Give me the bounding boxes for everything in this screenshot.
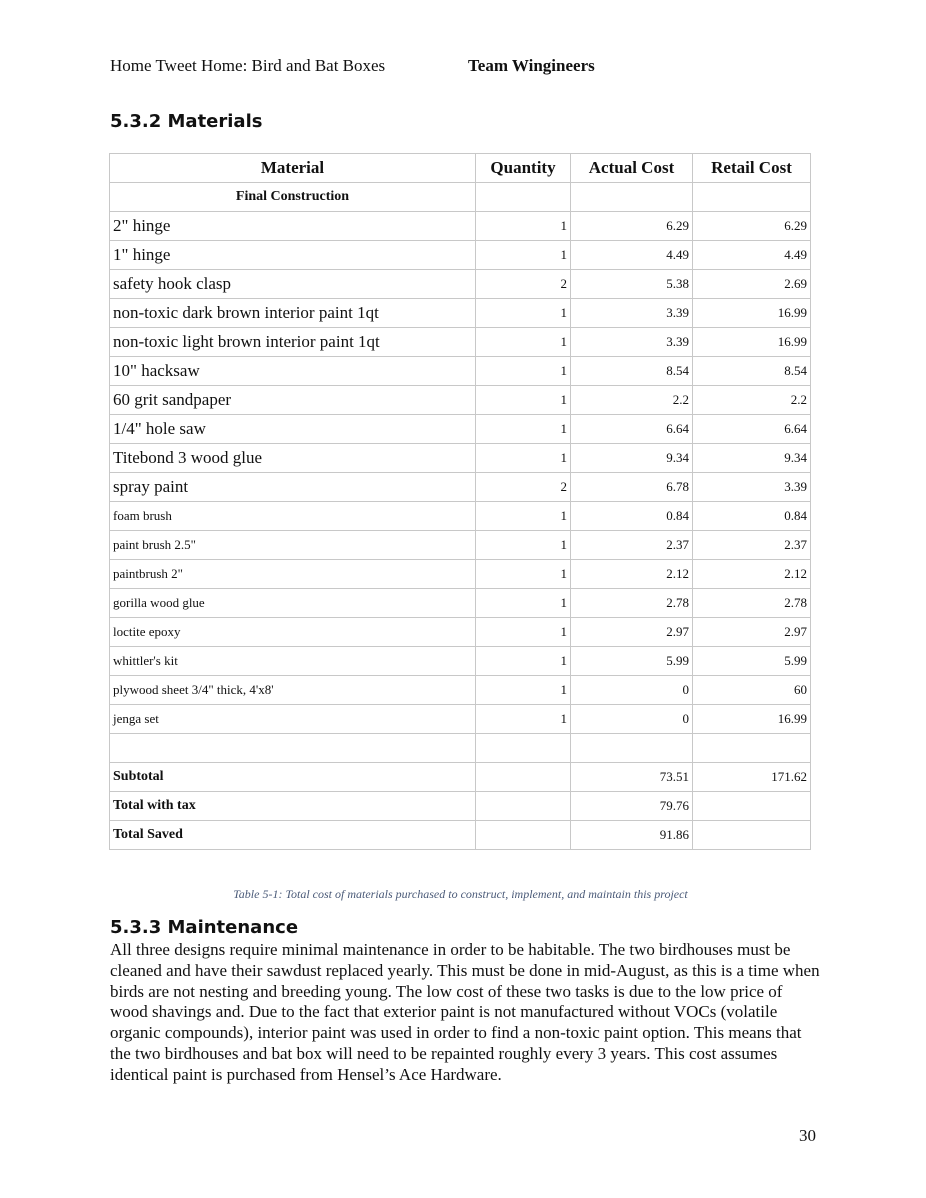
cell-material: gorilla wood glue — [110, 589, 476, 618]
cell-quantity: 1 — [476, 386, 571, 415]
total-with-tax-row — [110, 792, 811, 821]
cell-quantity: 1 — [476, 241, 571, 270]
cell-quantity: 1 — [476, 705, 571, 734]
cell-material: whittler's kit — [110, 647, 476, 676]
cell-actual-cost: 3.39 — [571, 328, 693, 357]
table-row — [110, 241, 811, 270]
cell-actual-cost: 2.78 — [571, 589, 693, 618]
cell-material: 10" hacksaw — [110, 357, 476, 386]
table-row — [110, 676, 811, 705]
cell-material: jenga set — [110, 705, 476, 734]
cell-retail-cost: 8.54 — [693, 357, 811, 386]
cell-actual-cost: 4.49 — [571, 241, 693, 270]
cell-retail-cost: 5.99 — [693, 647, 811, 676]
cell-quantity: 2 — [476, 270, 571, 299]
cell-material: plywood sheet 3/4" thick, 4'x8' — [110, 676, 476, 705]
cell-retail-cost: 2.97 — [693, 618, 811, 647]
table-row — [110, 270, 811, 299]
maintenance-paragraph: All three designs require minimal maintenance in order to be habitable. The two birdhouses must be cleaned and have their sawdust replaced yearly. This must be done in mid-August, as this is a time when birds are not nesting and breeding young. The low cost of these two tasks is due to the low price of wood shavings and. Due to the fact that exterior paint is not manufactured without VOCs (volatile organic compounds), interior paint was used in order to find a non-toxic paint option. This means that the two birdhouses and bat box will need to be repainted roughly every 3 years. This cost assumes identical paint is purchased from Hensel’s Ace Hardware. — [110, 940, 820, 1084]
cell-retail-cost: 0.84 — [693, 502, 811, 531]
cell-retail-cost: 16.99 — [693, 299, 811, 328]
cell-actual-cost: 2.37 — [571, 531, 693, 560]
subtotal-retail: 171.62 — [693, 763, 811, 792]
cell-material: non-toxic light brown interior paint 1qt — [110, 328, 476, 357]
cell-retail-cost: 2.78 — [693, 589, 811, 618]
total-saved-label: Total Saved — [110, 821, 476, 850]
cell-quantity: 1 — [476, 299, 571, 328]
materials-table — [109, 153, 811, 850]
total-saved-actual: 91.86 — [571, 821, 693, 850]
total-saved-row — [110, 821, 811, 850]
table-spacer-row — [110, 734, 811, 763]
cell-material: 1/4" hole saw — [110, 415, 476, 444]
table-row — [110, 357, 811, 386]
cell-quantity: 1 — [476, 357, 571, 386]
cell-material: paint brush 2.5" — [110, 531, 476, 560]
cell-quantity: 1 — [476, 444, 571, 473]
cell-quantity: 1 — [476, 676, 571, 705]
column-header-material: Material — [110, 154, 476, 183]
subtotal-actual: 73.51 — [571, 763, 693, 792]
subtotal-row — [110, 763, 811, 792]
cell-actual-cost: 8.54 — [571, 357, 693, 386]
cell-quantity: 2 — [476, 473, 571, 502]
total-with-tax-actual: 79.76 — [571, 792, 693, 821]
column-header-retail-cost: Retail Cost — [693, 154, 811, 183]
cell-actual-cost: 6.64 — [571, 415, 693, 444]
table-row — [110, 705, 811, 734]
table-row — [110, 299, 811, 328]
table-subheader-row — [110, 183, 811, 212]
materials-heading: 5.3.2 Materials — [110, 111, 263, 132]
table-row — [110, 473, 811, 502]
cell-retail-cost: 3.39 — [693, 473, 811, 502]
cell-retail-cost: 60 — [693, 676, 811, 705]
cell-actual-cost: 5.38 — [571, 270, 693, 299]
cell-retail-cost: 2.2 — [693, 386, 811, 415]
cell-quantity: 1 — [476, 560, 571, 589]
cell-actual-cost: 2.97 — [571, 618, 693, 647]
cell-actual-cost: 0.84 — [571, 502, 693, 531]
table-row — [110, 328, 811, 357]
cell-actual-cost: 2.2 — [571, 386, 693, 415]
cell-material: spray paint — [110, 473, 476, 502]
cell-quantity: 1 — [476, 212, 571, 241]
cell-material: 1" hinge — [110, 241, 476, 270]
table-row — [110, 444, 811, 473]
cell-retail-cost: 2.12 — [693, 560, 811, 589]
cell-material: safety hook clasp — [110, 270, 476, 299]
cell-material: non-toxic dark brown interior paint 1qt — [110, 299, 476, 328]
cell-material: 2" hinge — [110, 212, 476, 241]
cell-retail-cost: 16.99 — [693, 705, 811, 734]
cell-retail-cost: 16.99 — [693, 328, 811, 357]
cell-material: 60 grit sandpaper — [110, 386, 476, 415]
table-row — [110, 531, 811, 560]
cell-quantity: 1 — [476, 647, 571, 676]
cell-quantity: 1 — [476, 328, 571, 357]
cell-material: Titebond 3 wood glue — [110, 444, 476, 473]
cell-actual-cost: 6.78 — [571, 473, 693, 502]
cell-retail-cost: 2.37 — [693, 531, 811, 560]
table-row — [110, 415, 811, 444]
column-header-quantity: Quantity — [476, 154, 571, 183]
total-with-tax-label: Total with tax — [110, 792, 476, 821]
cell-retail-cost: 4.49 — [693, 241, 811, 270]
cell-quantity: 1 — [476, 589, 571, 618]
cell-actual-cost: 3.39 — [571, 299, 693, 328]
cell-material: foam brush — [110, 502, 476, 531]
cell-actual-cost: 0 — [571, 705, 693, 734]
cell-material: loctite epoxy — [110, 618, 476, 647]
table-caption: Table 5-1: Total cost of materials purchased to construct, implement, and maintain this project — [233, 887, 688, 901]
cell-actual-cost: 9.34 — [571, 444, 693, 473]
header-team: Team Wingineers — [468, 56, 595, 75]
table-row — [110, 560, 811, 589]
column-header-actual-cost: Actual Cost — [571, 154, 693, 183]
cell-quantity: 1 — [476, 531, 571, 560]
cell-retail-cost: 6.64 — [693, 415, 811, 444]
cell-actual-cost: 6.29 — [571, 212, 693, 241]
subheader-final-construction: Final Construction — [110, 183, 476, 212]
header-title: Home Tweet Home: Bird and Bat Boxes — [110, 56, 386, 75]
cell-retail-cost: 9.34 — [693, 444, 811, 473]
cell-quantity: 1 — [476, 415, 571, 444]
cell-quantity: 1 — [476, 618, 571, 647]
table-row — [110, 502, 811, 531]
table-row — [110, 618, 811, 647]
cell-retail-cost: 2.69 — [693, 270, 811, 299]
table-header-row — [110, 154, 811, 183]
cell-quantity: 1 — [476, 502, 571, 531]
cell-actual-cost: 0 — [571, 676, 693, 705]
cell-retail-cost: 6.29 — [693, 212, 811, 241]
page-number: 30 — [799, 1126, 816, 1145]
table-row — [110, 212, 811, 241]
cell-actual-cost: 5.99 — [571, 647, 693, 676]
maintenance-heading: 5.3.3 Maintenance — [110, 917, 299, 938]
table-row — [110, 647, 811, 676]
cell-material: paintbrush 2" — [110, 560, 476, 589]
table-row — [110, 386, 811, 415]
cell-actual-cost: 2.12 — [571, 560, 693, 589]
subtotal-label: Subtotal — [110, 763, 476, 792]
table-row — [110, 589, 811, 618]
